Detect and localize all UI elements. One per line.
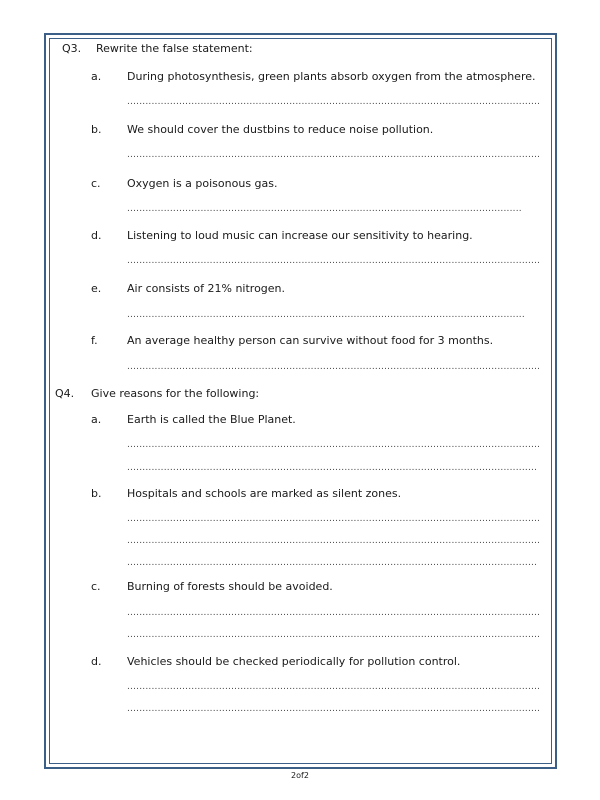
q3-item-b-letter: b. [91,123,102,136]
answer-line[interactable] [127,463,538,473]
q4-item-c-text: Burning of forests should be avoided. [127,580,333,593]
answer-line[interactable] [127,704,540,714]
answer-line[interactable] [127,362,540,372]
q3-item-b-text: We should cover the dustbins to reduce noise pollution. [127,123,434,136]
answer-line[interactable] [127,256,540,266]
q3-item-d-letter: d. [91,229,102,242]
q3-prompt: Rewrite the false statement: [96,42,253,55]
q3-number: Q3. [62,42,82,55]
answer-line[interactable] [127,682,540,692]
q3-item-e-letter: e. [91,282,102,295]
q3-item-a-text: During photosynthesis, green plants absorb oxygen from the atmosphere. [127,70,536,83]
q3-item-f-text: An average healthy person can survive without food for 3 months. [127,334,494,347]
answer-line[interactable] [127,150,540,160]
answer-line[interactable] [127,514,540,524]
answer-line[interactable] [127,310,525,320]
q3-item-f-letter: f. [91,334,98,347]
answer-line[interactable] [127,608,540,618]
q4-item-b-letter: b. [91,487,102,500]
q4-item-d-text: Vehicles should be checked periodically for pollution control. [127,655,461,668]
answer-line[interactable] [127,97,540,107]
q4-item-a-text: Earth is called the Blue Planet. [127,413,296,426]
q3-item-a-letter: a. [91,70,102,83]
page-number: 2of2 [291,771,309,780]
answer-line[interactable] [127,536,540,546]
q4-item-d-letter: d. [91,655,102,668]
answer-line[interactable] [127,630,540,640]
answer-line[interactable] [127,440,540,450]
q3-item-c-text: Oxygen is a poisonous gas. [127,177,278,190]
q3-item-d-text: Listening to loud music can increase our sensitivity to hearing. [127,229,473,242]
q3-item-c-letter: c. [91,177,101,190]
q4-item-a-letter: a. [91,413,102,426]
q3-item-e-text: Air consists of 21% nitrogen. [127,282,286,295]
answer-line[interactable] [127,204,521,214]
answer-line[interactable] [127,558,538,568]
q4-prompt: Give reasons for the following: [91,387,260,400]
q4-item-b-text: Hospitals and schools are marked as silent zones. [127,487,402,500]
q4-number: Q4. [55,387,75,400]
q4-item-c-letter: c. [91,580,101,593]
